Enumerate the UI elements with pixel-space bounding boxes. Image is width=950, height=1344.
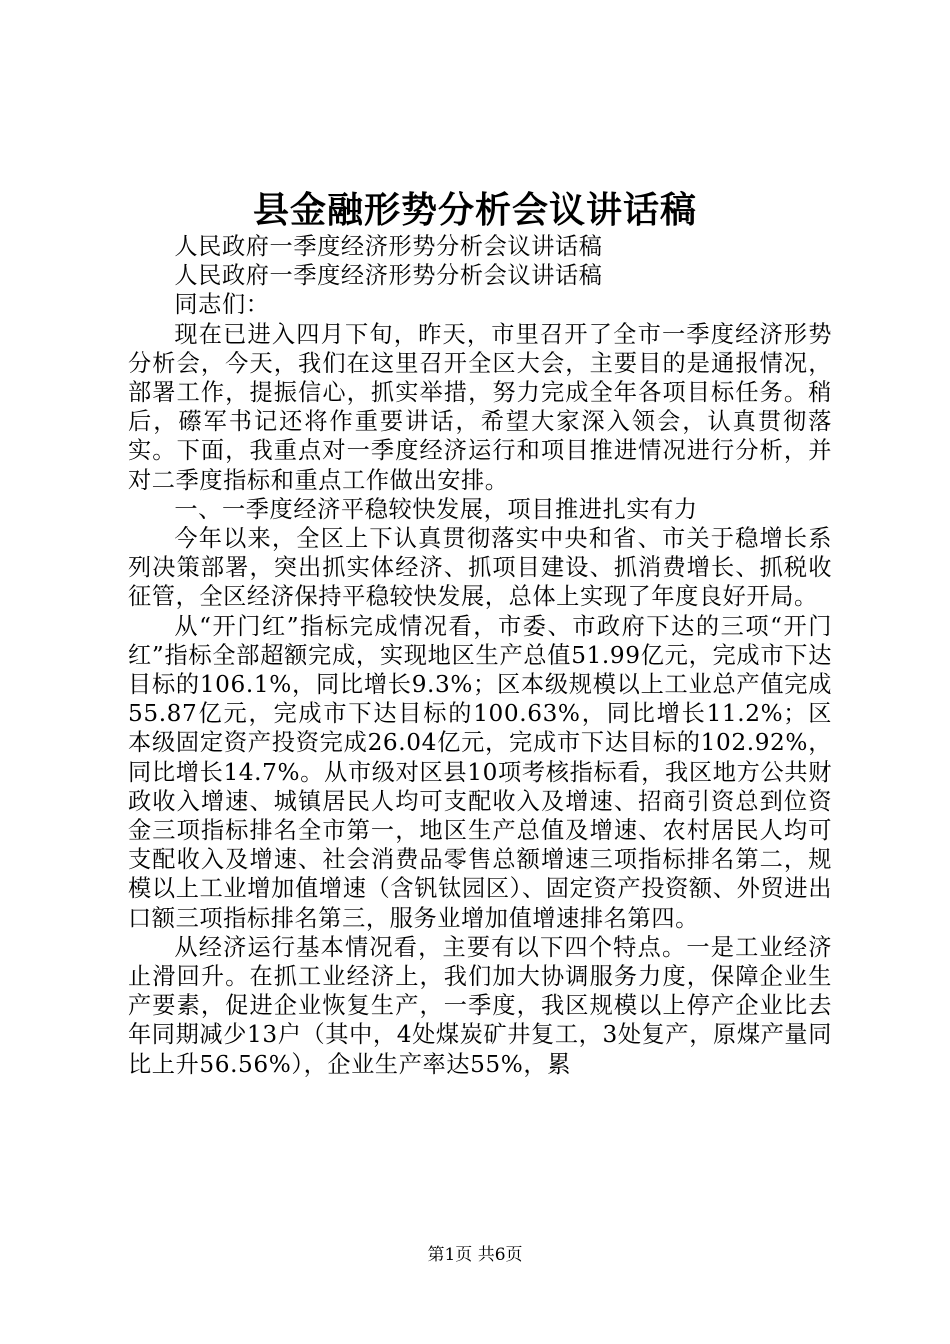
section-heading-1: 一、一季度经济平稳较快发展，项目推进扎实有力 [174, 495, 698, 523]
page-footer: 第1页 共6页 [427, 1245, 523, 1265]
document-title: 县金融形势分析会议讲话稿 [252, 189, 697, 231]
paragraph-subtitle-2: 人民政府一季度经济形势分析会议讲话稿 [174, 262, 603, 290]
paragraph-salutation: 同志们： [174, 291, 270, 319]
paragraph-features: 从经济运行基本情况看，主要有以下四个特点。一是工业经济止滑回升。在抓工业经济上，我们加大协调服务力度，保障企业生产要素，促进企业恢复生产，一季度，我区规模以上停产企业比去年同期减少13户（其中，4处煤炭矿井复工，3处复产，原煤产量同比上升56.56%），企业生产率达55%，累 [128, 933, 832, 1078]
paragraph-intro: 现在已进入四月下旬，昨天，市里召开了全市一季度经济形势分析会，今天，我们在这里召开全区大会，主要目的是通报情况，部署工作，提振信心，抓实举措，努力完成全年各项目标任务。稍后，礤军书记还将作重要讲话，希望大家深入领会，认真贯彻落实。下面，我重点对一季度经济运行和项目推进情况进行分析，并对二季度指标和重点工作做出安排。 [128, 320, 832, 494]
paragraph-subtitle-1: 人民政府一季度经济形势分析会议讲话稿 [174, 233, 603, 260]
paragraph-indicators: 从“开门红”指标完成情况看，市委、市政府下达的三项“开门红”指标全部超额完成，实现地区生产总值51.99亿元，完成市下达目标的106.1%，同比增长9.3%；区本级规模以上工业总产值完成55.87亿元，完成市下达目标的100.63%，同比增长11.2%；区本级固定资产投资完成26.04亿元，完成市下达目标的102.92%，同比增长14.7%。从市级对区县10项考核指标看，我区地方公共财政收入增速、城镇居民人均可支配收入及增速、招商引资总到位资金三项指标排名全市第一，地区生产总值及增速、农村居民人均可支配收入及增速、社会消费品零售总额增速三项指标排名第二，规模以上工业增加值增速（含钒钛园区）、固定资产投资额、外贸进出口额三项指标排名第三，服务业增加值增速排名第四。 [128, 612, 832, 932]
document-body [128, 232, 832, 1079]
paragraph-overview: 今年以来，全区上下认真贯彻落实中央和省、市关于稳增长系列决策部署，突出抓实体经济、抓项目建设、抓消费增长、抓税收征管，全区经济保持平稳较快发展，总体上实现了年度良好开局。 [128, 525, 832, 611]
